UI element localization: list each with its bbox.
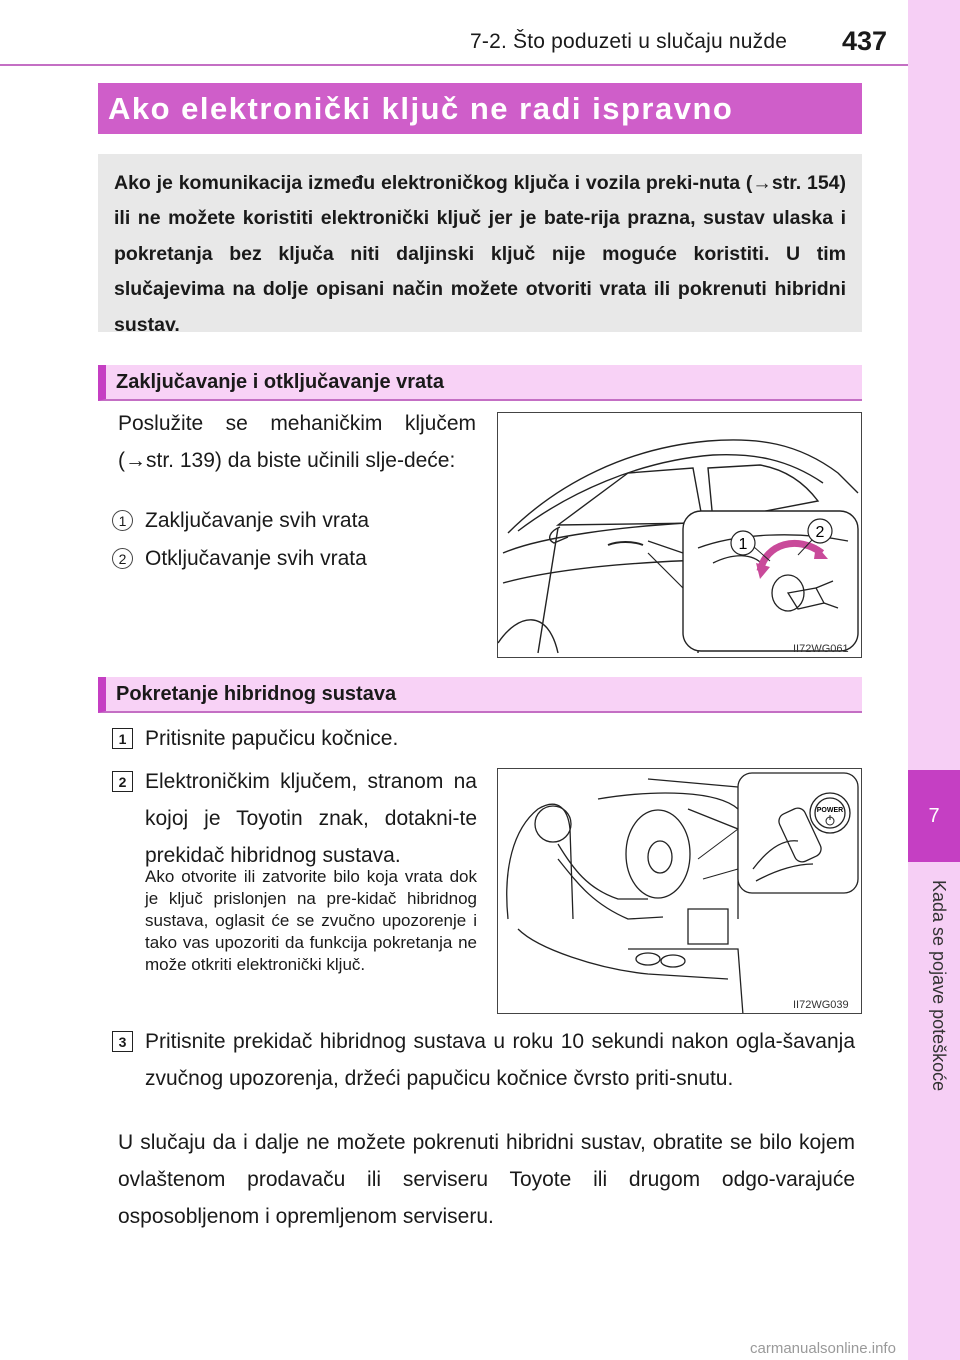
item-marker-2: 2 bbox=[112, 548, 133, 569]
car-door-illustration bbox=[498, 413, 862, 658]
warning-note: Ako otvorite ili zatvorite bilo koja vrata dok je ključ prislonjen na pre-kidač hibridnog sustava, oglasit će se zvučno upozorenje i tako vas upozoriti da funkcija pokretanja ne može otkriti elektronički ključ. bbox=[145, 867, 477, 974]
figure-code-door: II72WG061 bbox=[793, 643, 849, 655]
item-unlock-all: Otključavanje svih vrata bbox=[145, 547, 367, 570]
page-title: Ako elektronički ključ ne radi ispravno bbox=[98, 83, 862, 134]
header-rule bbox=[0, 64, 908, 66]
step-2-text: Elektroničkim ključem, stranom na kojoj je Toyotin znak, dotakni-te prekidač hibridnog sustava. bbox=[145, 770, 477, 867]
figure-code-cabin: II72WG039 bbox=[793, 999, 849, 1011]
chapter-side-tab bbox=[908, 0, 960, 1360]
step-marker-2: 2 bbox=[112, 771, 133, 792]
figure-callout-1: 1 bbox=[738, 536, 748, 553]
chapter-title-vertical: Kada se pojave poteškoće bbox=[929, 880, 949, 1092]
running-header: 7-2. Što poduzeti u slučaju nužde bbox=[470, 30, 788, 53]
step-marker-1: 1 bbox=[112, 728, 133, 749]
step-1-text: Pritisnite papučicu kočnice. bbox=[145, 727, 399, 750]
item-lock-all: Zaključavanje svih vrata bbox=[145, 509, 370, 532]
intro-text: Ako je komunikacija između elektroničkog ključa i vozila preki-nuta (→str. 154) ili ne možete koristiti elektronički ključ jer je bate-rija prazna, sustav ulaska i pokretanja bez ključa niti daljinski ključ nije moguće koristiti. U tim slučajevima na dolje opisani način možete otvoriti vrata ili pokrenuti hibridni sustav. bbox=[114, 172, 846, 336]
power-switch-label: POWER bbox=[816, 807, 844, 814]
item-marker-1: 1 bbox=[112, 510, 133, 531]
section-heading-hybrid: Pokretanje hibridnog sustava bbox=[98, 677, 862, 713]
watermark: carmanualsonline.info bbox=[750, 1340, 896, 1357]
figure-power-switch bbox=[497, 768, 862, 1014]
closing-text: U slučaju da i dalje ne možete pokrenuti hibridni sustav, obratite se bilo kojem ovlaštenom prodavaču ili serviseru Toyote ili drugom odgo-varajuće osposobljenom i opremljenom serviseru. bbox=[118, 1131, 855, 1228]
page-number: 437 bbox=[842, 26, 888, 56]
figure-callout-2: 2 bbox=[815, 524, 825, 541]
section-heading-doors: Zaključavanje i otključavanje vrata bbox=[98, 365, 862, 401]
figure-door-key bbox=[497, 412, 862, 658]
intro-box bbox=[98, 154, 862, 336]
step-marker-3: 3 bbox=[112, 1031, 133, 1052]
cabin-illustration bbox=[498, 769, 862, 1014]
step-3-text: Pritisnite prekidač hibridnog sustava u roku 10 sekundi nakon ogla-šavanja zvučnog upozorenja, držeći papučicu kočnice čvrsto priti-snutu. bbox=[145, 1030, 855, 1090]
section1-text: Poslužite se mehaničkim ključem (→str. 139) da biste učinili slje-deće: bbox=[118, 412, 476, 472]
chapter-number-tab: 7 bbox=[908, 770, 960, 862]
